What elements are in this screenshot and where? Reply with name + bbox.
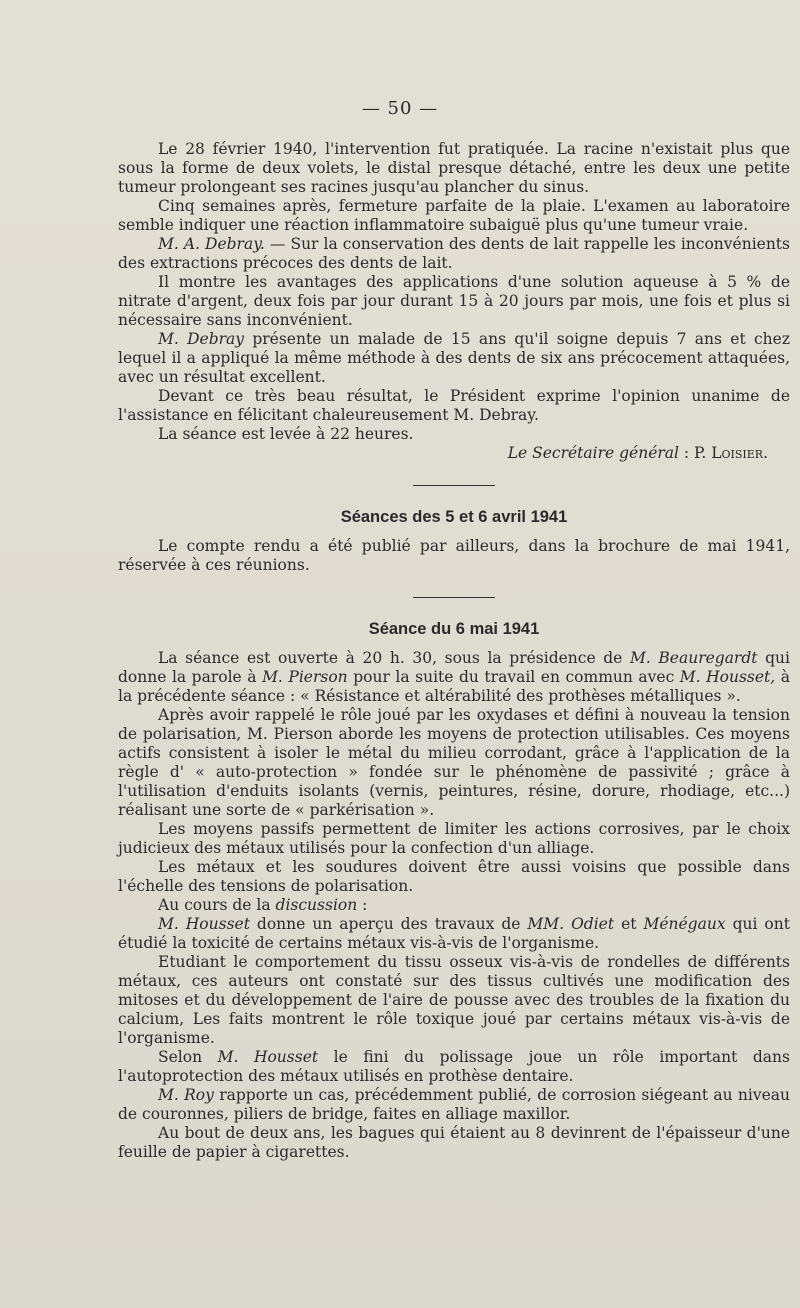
page-number: — 50 — <box>361 98 439 119</box>
paragraph-opening: La séance est ouverte à 20 h. 30, sous la présidence de M. Beauregardt qui donne la parole à M. Pierson pour la suite du travail en commun avec M. Housset, à la précédente séance : « Résistance et altérabilité des prothèses métalliques ». <box>118 649 791 705</box>
paragraph-debray-1: M. A. Debray. — Sur la conservation des dents de lait rappelle les inconvénients des extractions précoces des dents de lait. <box>118 235 790 272</box>
paragraph-compte-rendu: Le compte rendu a été publié par ailleurs, dans la brochure de mai 1941, réservée à ces réunions. <box>118 537 790 574</box>
paragraph-1: Le 28 février 1940, l'intervention fut pratiquée. La racine n'existait plus que sous la forme de deux volets, le distal presque détaché, entre les deux une petite tumeur prolongeant ses racines jusqu'au plancher du sinus. <box>118 140 790 196</box>
signature: Le Secrétaire général : P. Loisier. <box>507 444 768 462</box>
paragraph-pierson: Après avoir rappelé le rôle joué par les oxydases et défini à nouveau la tension de polarisation, M. Pierson aborde les moyens de protection utilisables. Ces moyens actifs consistent à isoler le métal du milieu corrodant, grâce à l'application de la règle d' « auto-protection » fondée sur le phénomène de passivité ; grâce à l'utilisation d'enduits isolants (vernis, peintures, résine, dorure, rhodiage, etc...) réalisant une sorte de « parkérisation ». <box>118 706 790 819</box>
section-heading-april: Séances des 5 et 6 avril 1941 <box>340 508 568 526</box>
paragraph-polishing: Selon M. Housset le fini du polissage joue un rôle important dans l'autoprotection des métaux utilisés en prothèse dentaire. <box>118 1048 790 1085</box>
paragraph-housset: M. Housset donne un aperçu des travaux de MM. Odiet et Ménégaux qui ont étudié la toxicité de certains métaux vis-à-vis de l'organisme. <box>118 915 790 952</box>
paragraph-passive-means: Les moyens passifs permettent de limiter les actions corrosives, par le choix judicieux des métaux utilisés pour la confection d'un alliage. <box>118 820 790 857</box>
section-heading-may: Séance du 6 mai 1941 <box>368 620 540 638</box>
document-body <box>118 140 790 1162</box>
speaker-name: M. A. Debray. <box>158 235 265 253</box>
paragraph-discussion: Au cours de la discussion : <box>158 896 368 914</box>
paragraph-president: Devant ce très beau résultat, le Président exprime l'opinion unanime de l'assistance en félicitant chaleureusement M. Debray. <box>118 387 790 424</box>
paragraph-closing: La séance est levée à 22 heures. <box>158 425 414 443</box>
paragraph-2: Cinq semaines après, fermeture parfaite de la plaie. L'examen au laboratoire semble indiquer une réaction inflammatoire subaiguë plus qu'une tumeur vraie. <box>118 197 790 234</box>
paragraph-rings: Au bout de deux ans, les bagues qui étaient au 8 devinrent de l'épaisseur d'une feuille de papier à cigarettes. <box>118 1124 790 1161</box>
paragraph-bone-tissue: Etudiant le comportement du tissu osseux vis-à-vis de rondelles de différents métaux, ces auteurs ont constaté sur des tissus cultivés une modification des mitoses et du développement de l'aire de pousse avec des troubles de la fixation du calcium, Les faits montrent le rôle toxique joué par certains métaux vis-à-vis de l'organisme. <box>118 953 790 1047</box>
speaker-name: M. Debray <box>158 330 245 348</box>
paragraph-silver-nitrate: Il montre les avantages des applications d'une solution aqueuse à 5 % de nitrate d'argent, deux fois par jour durant 15 à 20 jours par mois, une fois et plus si nécessaire sans inconvénient. <box>118 273 790 329</box>
paragraph-metals: Les métaux et les soudures doivent être aussi voisins que possible dans l'échelle des tensions de polarisation. <box>118 858 790 895</box>
paragraph-roy: M. Roy rapporte un cas, précédemment publié, de corrosion siégeant au niveau de couronnes, piliers de bridge, faites en alliage maxillor. <box>118 1086 791 1123</box>
paragraph-debray-2: M. Debray présente un malade de 15 ans qu'il soigne depuis 7 ans et chez lequel il a appliqué la même méthode à des dents de six ans précocement attaquées, avec un résultat excellent. <box>118 330 790 386</box>
